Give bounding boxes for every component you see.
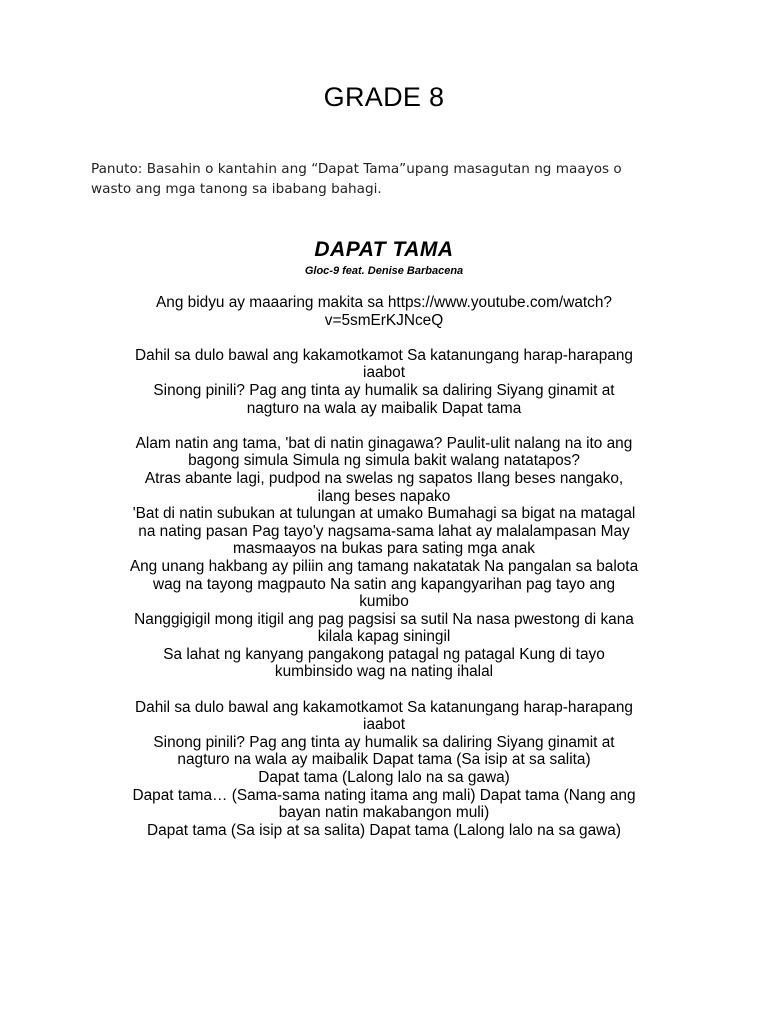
lyric-line: iaabot — [363, 364, 405, 382]
lyric-line: nagturo na wala ay maibalik Dapat tama (Sa isip at sa salita) — [177, 751, 591, 769]
lyric-line: kumibo — [359, 593, 409, 611]
lyric-line: ilang beses napako — [317, 487, 451, 505]
lyric-line: Sinong pinili? Pag ang tinta ay humalik sa daliring Siyang ginamit at — [153, 381, 615, 399]
instructions-paragraph — [91, 159, 671, 199]
lyric-line: masmaayos na bukas para sating mga anak — [233, 540, 535, 558]
stanza-gap — [84, 329, 684, 347]
lyric-line: Dahil sa dulo bawal ang kakamotkamot Sa katanungang harap-harapang — [135, 346, 633, 364]
song-title: DAPAT TAMA — [314, 238, 454, 261]
lyric-line: Dapat tama (Lalong lalo na sa gawa) — [258, 769, 510, 787]
lyric-line: kilala kapag siningil — [317, 628, 451, 646]
lyric-line: Nanggigigil mong itigil ang pag pagsisi sa sutil Na nasa pwestong di kana — [134, 610, 634, 628]
lyric-line: wag na tayong magpauto Na satin ang kapangyarihan pag tayo ang — [152, 575, 616, 593]
instructions-line: wasto ang mga tanong sa ibabang bahagi. — [91, 181, 382, 197]
lyric-line: nagturo na wala ay maibalik Dapat tama — [246, 399, 522, 417]
instructions-line: Panuto: Basahin o kantahin ang “Dapat Tama”upang masagutan ng maayos o — [91, 161, 622, 177]
lyrics-block — [84, 294, 684, 839]
lyric-line: 'Bat di natin subukan at tulungan at umako Bumahagi sa bigat na matagal — [132, 505, 636, 523]
lyric-line: Dapat tama… (Sama-sama nating itama ang mali) Dapat tama (Nang ang — [132, 786, 636, 804]
lyric-line: kumbinsido wag na nating ihalal — [274, 663, 494, 681]
lyric-line: Dapat tama (Sa isip at sa salita) Dapat tama (Lalong lalo na sa gawa) — [147, 821, 621, 839]
lyric-line: iaabot — [363, 716, 405, 734]
lyric-line: bagong simula Simula ng simula bakit walang natatapos? — [188, 452, 580, 470]
lyric-line: Atras abante lagi, pudpod na swelas ng sapatos Ilang beses nangako, — [144, 469, 624, 487]
lyric-line: bayan natin makabangon muli) — [278, 804, 490, 822]
lyric-line: Dahil sa dulo bawal ang kakamotkamot Sa katanungang harap-harapang — [135, 698, 633, 716]
grade-heading: GRADE 8 — [323, 82, 445, 112]
lyric-line: na nating pasan Pag tayo'y nagsama-sama lahat ay malalampasan May — [138, 522, 630, 540]
lyric-line: Ang bidyu ay maaaring makita sa https://www.youtube.com/watch? — [156, 294, 612, 311]
song-artist: Gloc-9 feat. Denise Barbacena — [304, 265, 464, 277]
lyric-line: Alam natin ang tama, 'bat di natin ginagawa? Paulit-ulit nalang na ito ang — [135, 434, 633, 452]
lyric-line: Sinong pinili? Pag ang tinta ay humalik sa daliring Siyang ginamit at — [153, 733, 615, 751]
stanza-gap — [84, 417, 684, 435]
lyric-line: v=5smErKJNceQ — [324, 311, 444, 329]
lyric-line: Ang unang hakbang ay piliin ang tamang nakatatak Na pangalan sa balota — [129, 557, 639, 575]
stanza-gap — [84, 681, 684, 699]
lyric-line: Sa lahat ng kanyang pangakong patagal ng patagal Kung di tayo — [163, 645, 605, 663]
